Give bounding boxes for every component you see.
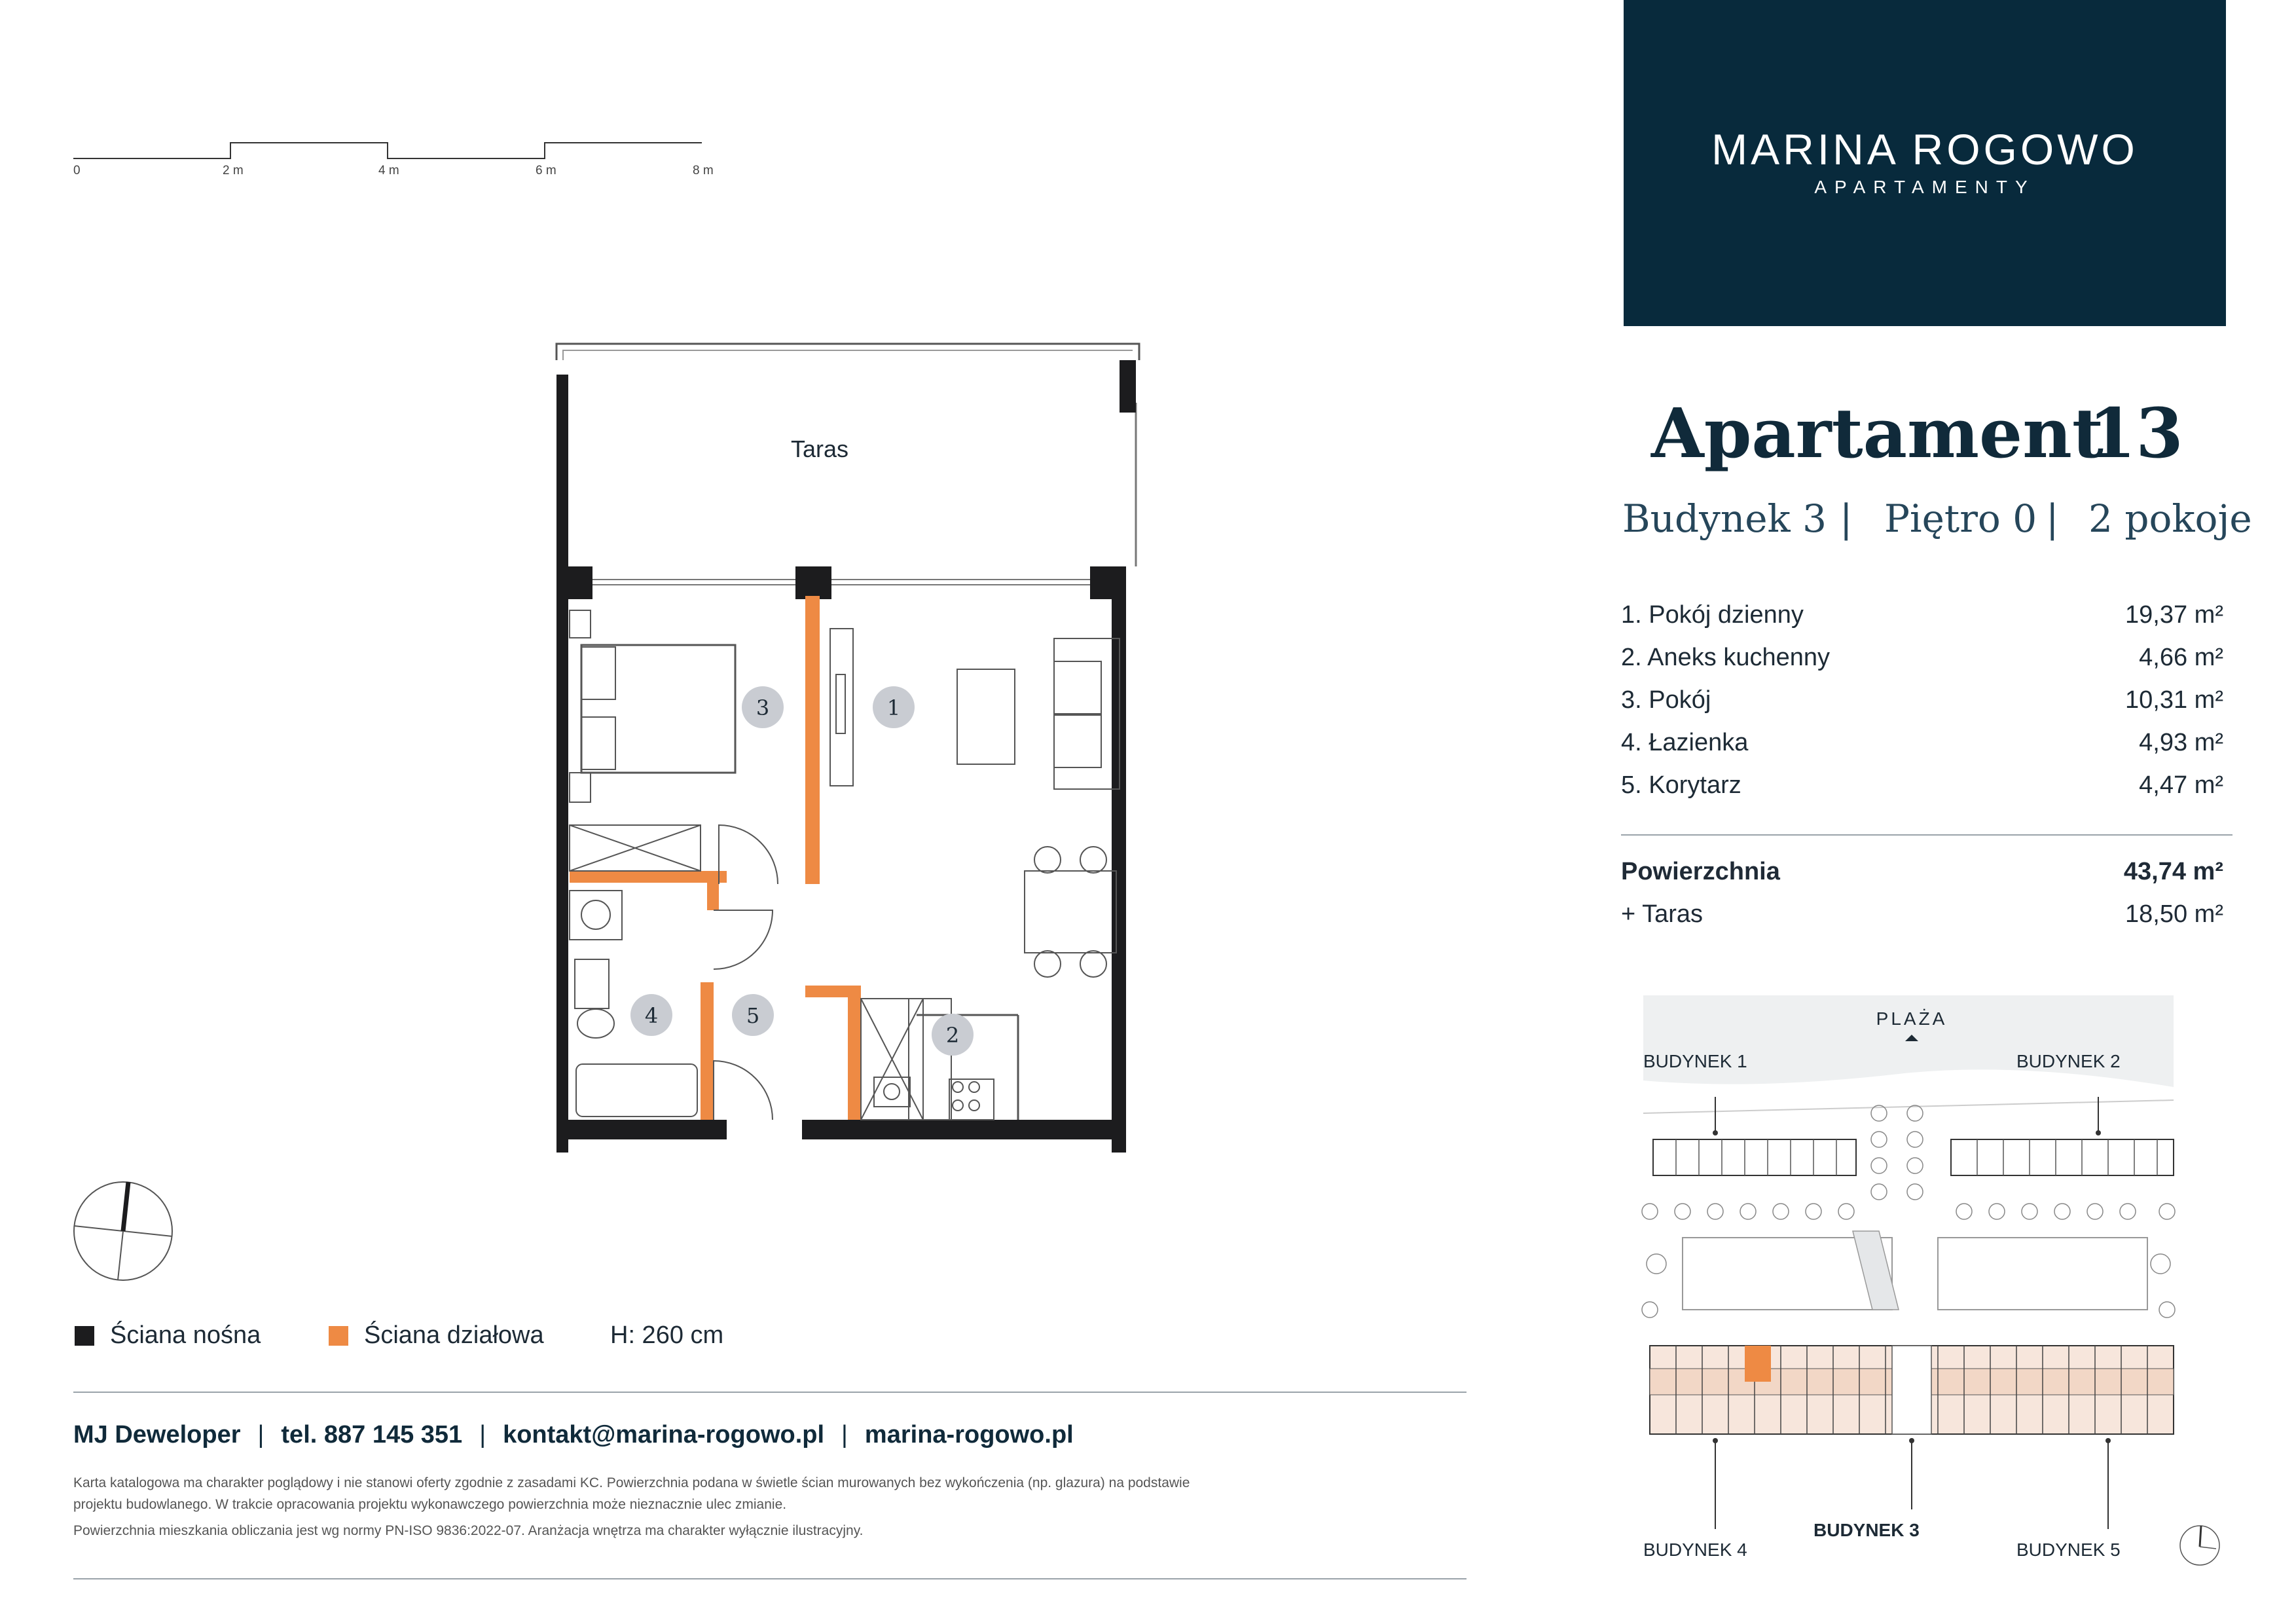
room-row	[1621, 771, 2223, 800]
disclaimer-line: Powierzchnia mieszkania obliczania jest wg normy PN-ISO 9836:2022-07. Aranżacja wnętrza ma charakter wyłącznie ilustracyjny.	[73, 1523, 864, 1538]
contact-separator: |	[479, 1421, 486, 1449]
building-5-label: BUDYNEK 5	[2016, 1540, 2121, 1560]
room-area: 10,31 m²	[2125, 686, 2223, 714]
floor-plan	[550, 334, 1152, 1153]
room-marker-2: 2	[945, 1023, 960, 1048]
rooms-count: 2 pokoje	[2088, 496, 2252, 541]
site-map	[1624, 982, 2252, 1598]
apartment-highlight	[1745, 1346, 1771, 1382]
phone-link[interactable]: tel. 887 145 351	[281, 1421, 463, 1449]
load-wall-left	[556, 375, 568, 1153]
partition-wall-label: Ściana działowa	[364, 1321, 544, 1349]
apartment-number: 13	[2088, 393, 2183, 473]
total-area-label: Powierzchnia	[1621, 858, 1780, 885]
building-2-shape	[1951, 1139, 2174, 1175]
meta-separator: |	[2046, 496, 2059, 541]
room-label: 4. Łazienka	[1621, 729, 1749, 756]
room-area: 4,66 m²	[2139, 644, 2223, 671]
total-area-value: 43,74 m²	[2123, 858, 2223, 885]
building-name: Budynek 3	[1622, 496, 1827, 541]
terrace-area-label: + Taras	[1621, 900, 1703, 928]
floor-label: Piętro 0	[1884, 496, 2037, 541]
email-link[interactable]: kontakt@marina-rogowo.pl	[503, 1421, 825, 1449]
load-wall-swatch	[75, 1326, 94, 1346]
footer-divider	[73, 1392, 1467, 1393]
building-1-shape	[1653, 1139, 1856, 1175]
room-marker-1: 1	[886, 695, 901, 720]
ceiling-height-label: H: 260 cm	[610, 1321, 724, 1349]
scale-label-4m: 4 m	[378, 164, 399, 177]
load-wall-label: Ściana nośna	[110, 1321, 261, 1349]
total-area-row	[1621, 858, 2223, 886]
room-marker-5: 5	[746, 1003, 760, 1028]
brand-name: MARINA ROGOWO	[1711, 125, 2138, 174]
site-compass-icon	[2180, 1526, 2219, 1565]
room-marker-4: 4	[644, 1003, 659, 1028]
room-label: 5. Korytarz	[1621, 771, 1741, 799]
terrace-area-value: 18,50 m²	[2125, 900, 2223, 928]
totals-divider	[1621, 834, 2232, 836]
scale-label-6m: 6 m	[536, 164, 556, 177]
developer-name: MJ Deweloper	[73, 1421, 241, 1449]
beach-label: PLAŻA	[1876, 1008, 1948, 1029]
contact-separator: |	[841, 1421, 848, 1449]
room-row	[1621, 601, 2223, 629]
building-2-label: BUDYNEK 2	[2016, 1051, 2121, 1071]
footer-divider	[73, 1578, 1467, 1579]
room-label: 3. Pokój	[1621, 686, 1711, 714]
room-row	[1621, 644, 2223, 672]
room-label: 2. Aneks kuchenny	[1621, 644, 1830, 671]
website-link[interactable]: marina-rogowo.pl	[864, 1421, 1074, 1449]
scale-label-8m: 8 m	[693, 164, 714, 177]
scale-label-0: 0	[73, 164, 81, 177]
room-area: 4,47 m²	[2139, 771, 2223, 799]
building-4-label: BUDYNEK 4	[1643, 1540, 1747, 1560]
disclaimer-line: projektu budowlanego. W trakcie opracowania projektu wykonawczego powierzchnia może nieznacznie ulec zmianie.	[73, 1497, 787, 1512]
terrace-label: Taras	[790, 435, 849, 462]
room-marker-3: 3	[756, 695, 770, 720]
room-area: 19,37 m²	[2125, 601, 2223, 629]
partition-wall-swatch	[329, 1326, 348, 1346]
room-area: 4,93 m²	[2139, 729, 2223, 756]
compass-icon	[71, 1179, 175, 1283]
room-row	[1621, 686, 2223, 714]
disclaimer-line: Karta katalogowa ma charakter poglądowy i nie stanowi oferty zgodnie z zasadami KC. Powierzchnia podana w świetle ścian murowanych bez wykończenia (np. glazura) na podstawie	[73, 1475, 1190, 1490]
room-label: 1. Pokój dzienny	[1621, 601, 1804, 629]
contact-separator: |	[257, 1421, 264, 1449]
load-wall-pillar	[1120, 360, 1136, 413]
building-1-label: BUDYNEK 1	[1643, 1051, 1747, 1071]
brand-header	[1624, 0, 2226, 326]
apartment-title: Apartament	[1651, 393, 2104, 473]
room-row	[1621, 729, 2223, 757]
brand-subtitle: APARTAMENTY	[1814, 177, 2035, 197]
meta-separator: |	[1840, 496, 1853, 541]
terrace-area-row	[1621, 900, 2223, 929]
contact-row	[73, 1421, 1074, 1449]
building-3-label: BUDYNEK 3	[1813, 1520, 1920, 1540]
scale-label-2m: 2 m	[223, 164, 244, 177]
